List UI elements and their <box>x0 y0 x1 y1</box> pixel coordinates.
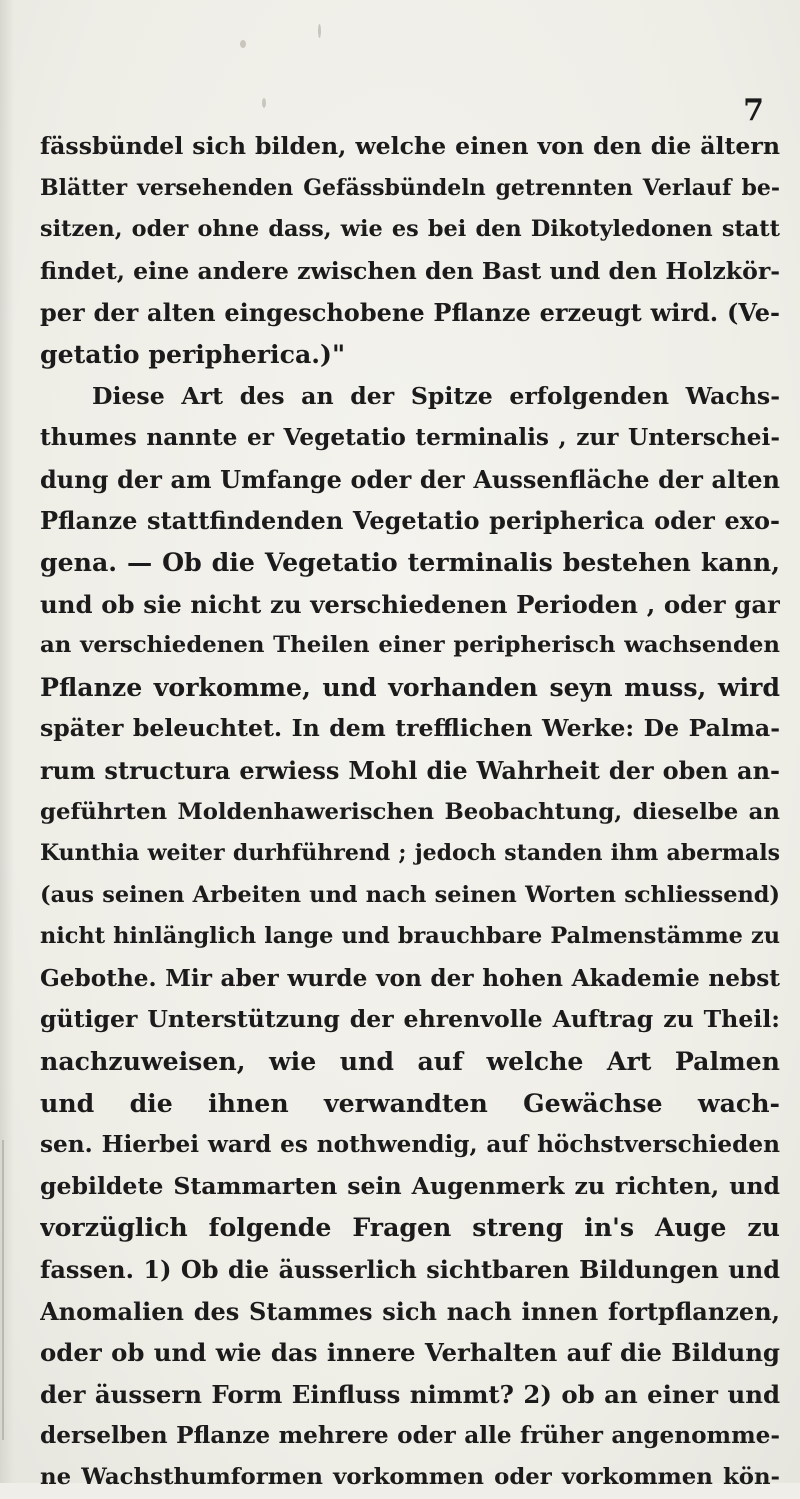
text-line: Pflanze stattfindenden Vegetatio peripherica oder exo- <box>40 506 780 536</box>
page-number: 7 <box>743 93 764 128</box>
text-line: der äussern Form Einfluss nimmt? 2) ob an einer und <box>40 1379 780 1409</box>
text-line: Gebothe. Mir aber wurde von der hohen Akademie nebst <box>40 964 780 992</box>
text-line: nachzuweisen, wie und auf welche Art Palmen <box>40 1046 780 1077</box>
text-line: gütiger Unterstützung der ehrenvolle Auftrag zu Theil: <box>40 1005 780 1034</box>
text-line: an verschiedenen Theilen einer peripherisch wachsenden <box>40 632 780 659</box>
text-line: (aus seinen Arbeiten und nach seinen Worten schliessend) <box>40 881 780 908</box>
paper-speck <box>318 24 321 38</box>
text-line: gebildete Stammarten sein Augenmerk zu richten, und <box>40 1171 780 1200</box>
binding-mark <box>2 1140 4 1440</box>
text-line: thumes nannte er Vegetatio terminalis , zur Unterschei- <box>40 424 780 452</box>
paper-speck <box>240 40 246 48</box>
text-line: rum structura erwiess Mohl die Wahrheit der oben an- <box>40 755 780 785</box>
text-line: Kunthia weiter durhführend ; jedoch standen ihm abermals <box>40 840 780 867</box>
text-line: derselben Pflanze mehrere oder alle früher angenomme- <box>40 1422 780 1450</box>
text-line: oder ob und wie das innere Verhalten auf die Bildung <box>40 1338 780 1368</box>
text-line: Blätter versehenden Gefässbündeln getrennten Verlauf be- <box>40 174 780 201</box>
text-line: später beleuchtet. In dem trefflichen Werke: De Palma- <box>40 714 780 743</box>
text-line: fassen. 1) Ob die äusserlich sichtbaren Bildungen und <box>40 1255 780 1285</box>
text-line: und ob sie nicht zu verschiedenen Perioden , oder gar <box>40 589 780 619</box>
text-line: sen. Hierbei ward es nothwendig, auf höchstverschieden <box>40 1131 780 1159</box>
text-line: nicht hinlänglich lange und brauchbare Palmenstämme zu <box>40 923 780 950</box>
paper-speck <box>262 98 266 108</box>
text-line: Anomalien des Stammes sich nach innen fortpflanzen, <box>40 1296 780 1326</box>
text-line: per der alten eingeschobene Pflanze erzeugt wird. (Ve- <box>40 298 780 328</box>
text-line: gena. — Ob die Vegetatio terminalis bestehen kann, <box>40 546 780 577</box>
text-line: sitzen, oder ohne dass, wie es bei den Dikotyledonen statt <box>40 216 780 243</box>
text-line: findet, eine andere zwischen den Bast und den Holzkör- <box>40 256 780 285</box>
text-line: fässbündel sich bilden, welche einen von den die ältern <box>40 132 780 160</box>
text-line: ne Wachsthumformen vorkommen oder vorkommen kön- <box>40 1464 780 1490</box>
text-line: getatio peripherica.)" <box>40 338 346 369</box>
text-line: geführten Moldenhawerischen Beobachtung, dieselbe an <box>40 798 780 825</box>
text-line: Pflanze vorkomme, und vorhanden seyn muss, wird <box>40 671 780 702</box>
body-text <box>40 126 780 1499</box>
text-line: und die ihnen verwandten Gewächse wach- <box>40 1087 780 1118</box>
text-line: vorzüglich folgende Fragen streng in's Auge zu <box>40 1212 780 1243</box>
text-line: Diese Art des an der Spitze erfolgenden Wachs- <box>92 381 780 410</box>
text-line: dung der am Umfange oder der Aussenfläche der alten <box>40 464 780 494</box>
